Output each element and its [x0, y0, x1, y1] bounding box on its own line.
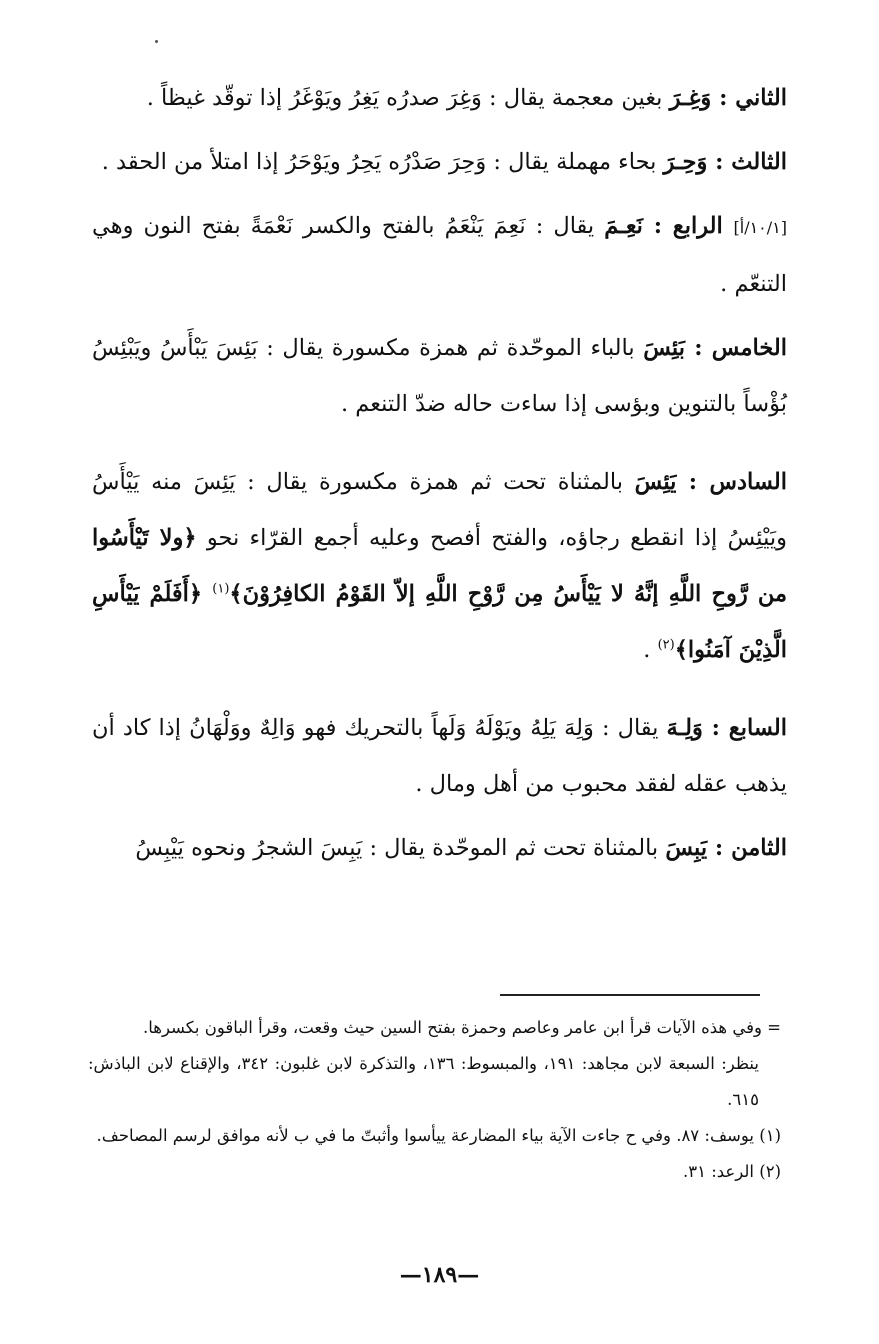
entry-heading-fourth: الرابع : نَعِـمَ: [604, 213, 734, 239]
footnotes-block: [88, 1010, 781, 1190]
paragraph-sixth: [92, 454, 787, 678]
footnote-separator: [500, 994, 760, 996]
entry-body-fourth: يقال : نَعِمَ يَنْعَمُ بالفتح والكسر نَعْمَةً بفتح النون وهي التنعّم .: [92, 213, 787, 297]
paragraph-fifth: [92, 320, 787, 432]
entry-heading-third: الثالث : وَحِـرَ: [663, 149, 787, 175]
entry-heading-seventh: السابع : وَلِـهَ: [666, 715, 787, 741]
entry-end-sixth: .: [643, 637, 658, 663]
entry-body-seventh: يقال : وَلِهَ يَلِهُ ويَوْلَهُ وَلَهاً بالتحريك فهو وَالِهٌ ووَلْهَانُ إذا كاد أن يذهب عقله لفقد محبوب من أهل ومال .: [92, 715, 787, 797]
quran-verse-yusuf: ﴿ولا تَيْأَسُوا من رَّوحِ اللَّهِ إنَّهُ لا يَيْأَسُ مِن رَّوْحِ اللَّهِ إلاّ القَوْمُ الكافِرُوْنَ﴾: [92, 525, 788, 607]
page-number: —١٨٩—: [399, 1262, 480, 1288]
footnote-1: (١) يوسف: ٨٧. وفي ح جاءت الآية بياء المضارعة ييأسوا وأثبتّ ما في ب لأنه موافق لرسم المصاحف.: [96, 1126, 781, 1145]
paragraph-eighth: [92, 820, 787, 876]
paragraph-second: [92, 70, 787, 126]
entry-body-second: بغين معجمة يقال : وَغِرَ صدرُه يَغِرُ ويَوْغَرُ إذا توقّد غيظاً .: [146, 85, 670, 111]
paragraph-fourth: [92, 198, 787, 312]
entry-heading-second: الثاني : وَغِـرَ: [669, 85, 787, 111]
entry-body-sixth: بالمثناة تحت ثم همزة مكسورة يقال : يَئِسَ منه يَيْأَسُ ويَيْئِسُ إذا انقطع رجاؤه، والفتح أفصح وعليه أجمع القرّاء نحو: [92, 469, 787, 551]
paragraph-seventh: [92, 700, 787, 812]
entry-body-eighth: بالمثناة تحت ثم الموحّدة يقال : يَبِسَ الشجرُ ونحوه يَيْبِسُ: [135, 835, 666, 861]
paragraph-third: [92, 134, 787, 190]
quran-verse-raad: ﴿أَفَلَمْ يَيْأَسِ الَّذِيْنَ آمَنُوا﴾: [92, 581, 787, 663]
footnote-ref-1[interactable]: (١): [212, 581, 230, 597]
entry-heading-eighth: الثامن : يَبِسَ: [665, 835, 787, 861]
footnote-2: (٢) الرعد: ٣١.: [682, 1162, 781, 1181]
footnote-continuation-2: ينظر: السبعة لابن مجاهد: ١٩١، والمبسوط: ١٣٦، والتذكرة لابن غلبون: ٣٤٢، والإقناع لابن الباذش: ٦١٥.: [88, 1054, 759, 1109]
scan-speck: [155, 40, 158, 43]
footnote-ref-2[interactable]: (٢): [657, 637, 675, 653]
footnote-continuation-1: = وفي هذه الآيات قرأ ابن عامر وعاصم وحمزة بفتح السين حيث وقعت، وقرأ الباقون بكسرها.: [142, 1018, 781, 1037]
manuscript-folio-marker: [١٠/١/أ]: [733, 218, 787, 237]
entry-heading-sixth: السادس : يَئِسَ: [634, 469, 787, 495]
main-text: [92, 70, 787, 876]
entry-body-third: بحاء مهملة يقال : وَحِرَ صَدْرُه يَحِرُ ويَوْحَرُ إذا امتلأ من الحقد .: [101, 149, 664, 175]
entry-heading-fifth: الخامس : بَئِسَ: [643, 335, 787, 361]
entry-body-fifth: بالباء الموحّدة ثم همزة مكسورة يقال : بَئِسَ يَبْأَسُ ويَبْئِسُ بُؤْساً بالتنوين وبؤسى إذا ساءت حاله ضدّ التنعم .: [92, 335, 787, 417]
